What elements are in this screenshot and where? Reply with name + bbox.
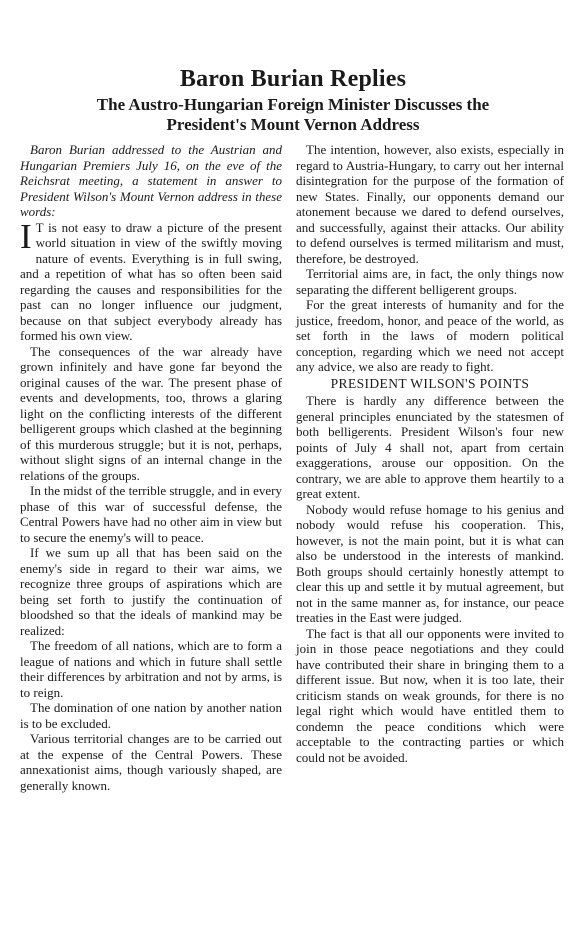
subtitle <box>40 95 546 135</box>
right-paragraph-4: There is hardly any difference between the general principles enunciated by the statesmen of both belligerents. President Wilson's four new points of July 4 shall not, apart from certain exaggerations, arouse our opposition. On the contrary, we are able to approve them heartily to a great extent. <box>296 393 564 501</box>
left-paragraph-4: If we sum up all that has been said on the enemy's side in regard to their war aims, we recognize three groups of aspirations which are being set forth to justify the continuation of bloodshed so that the ideals of mankind may be realized: <box>20 545 282 638</box>
right-paragraph-5: Nobody would refuse homage to his genius and nobody would refuse his cooperation. This, however, is not the main point, but it is what can also be understood in the interests of mankind. Both groups should certainly honestly attempt to clear this up and settle it by mutual agreement, but not in the same manner as, for instance, our peace treaties in the East were judged. <box>296 501 564 625</box>
left-paragraph-3: In the midst of the terrible struggle, and in every phase of this war of successful defense, the Central Powers have had no other aim in view but to secure the enemy's will to peace. <box>20 483 282 545</box>
page-title: Baron Burian Replies <box>179 66 407 92</box>
intro-paragraph: Baron Burian addressed to the Austrian and Hungarian Premiers July 16, on the eve of the Reichsrat meeting, a statement in answer to President Wilson's Mount Vernon address in these words: <box>20 142 282 219</box>
drop-cap: I <box>20 216 32 256</box>
right-paragraph-1: The intention, however, also exists, especially in regard to Austria-Hungary, to carry out her internal disintegration for the purpose of the formation of new States. Finally, our opponents demand our atonement because we dared to defend ourselves, and successfully, against their attacks. Our ability to defend ourselves is termed militarism and must, therefore, be destroyed. <box>296 142 564 266</box>
subtitle-line-2: President's Mount Vernon Address <box>166 115 420 134</box>
opening-paragraph-text: T is not easy to draw a picture of the present world situation in view of the swiftly moving nature of events. Everything is in full swing, and a repetition of what has so often been said regarding the causes and responsibilities for the past can no longer influence our judgment, because on that subject everybody already has formed his own view. <box>20 219 282 343</box>
opening-paragraph <box>20 216 282 344</box>
right-column <box>296 142 564 765</box>
left-paragraph-2: The consequences of the war already have grown infinitely and have gone far beyond the original causes of the war. The present phase of events and developments, too, throws a glaring light on the conflicting interests of the different belligerent groups which clashed at the beginning of this murderous struggle; but it is not, perhaps, without slight signs of an internal change in the relations of the groups. <box>20 343 282 483</box>
left-paragraph-6: The domination of one nation by another nation is to be excluded. <box>20 700 282 731</box>
right-paragraph-6: The fact is that all our opponents were invited to join in those peace negotiations and they could have contributed their share in bringing them to a different issue. But now, when it is too late, their criticism stands on weak grounds, for there is no legal right which would have entitled them to condemn the peace conditions which were acceptable to the contracting parties or which could not be avoided. <box>296 625 564 765</box>
section-heading: PRESIDENT WILSON'S POINTS <box>330 375 530 391</box>
left-paragraph-7: Various territorial changes are to be carried out at the expense of the Central Powers. These annexationist aims, though variously shaped, are generally known. <box>20 731 282 793</box>
right-paragraph-3: For the great interests of humanity and for the justice, freedom, honor, and peace of the world, as set forth in the laws of modern political conception, regarding which we need not accept any advice, we also are ready to fight. <box>296 297 564 374</box>
right-paragraph-2: Territorial aims are, in fact, the only things now separating the different belligerent groups. <box>296 266 564 297</box>
left-column <box>20 142 282 793</box>
left-paragraph-5: The freedom of all nations, which are to form a league of nations and which in future shall settle their differences by arbitration and not by arms, is to reign. <box>20 638 282 700</box>
subtitle-line-1: The Austro-Hungarian Foreign Minister Discusses the <box>96 95 490 114</box>
